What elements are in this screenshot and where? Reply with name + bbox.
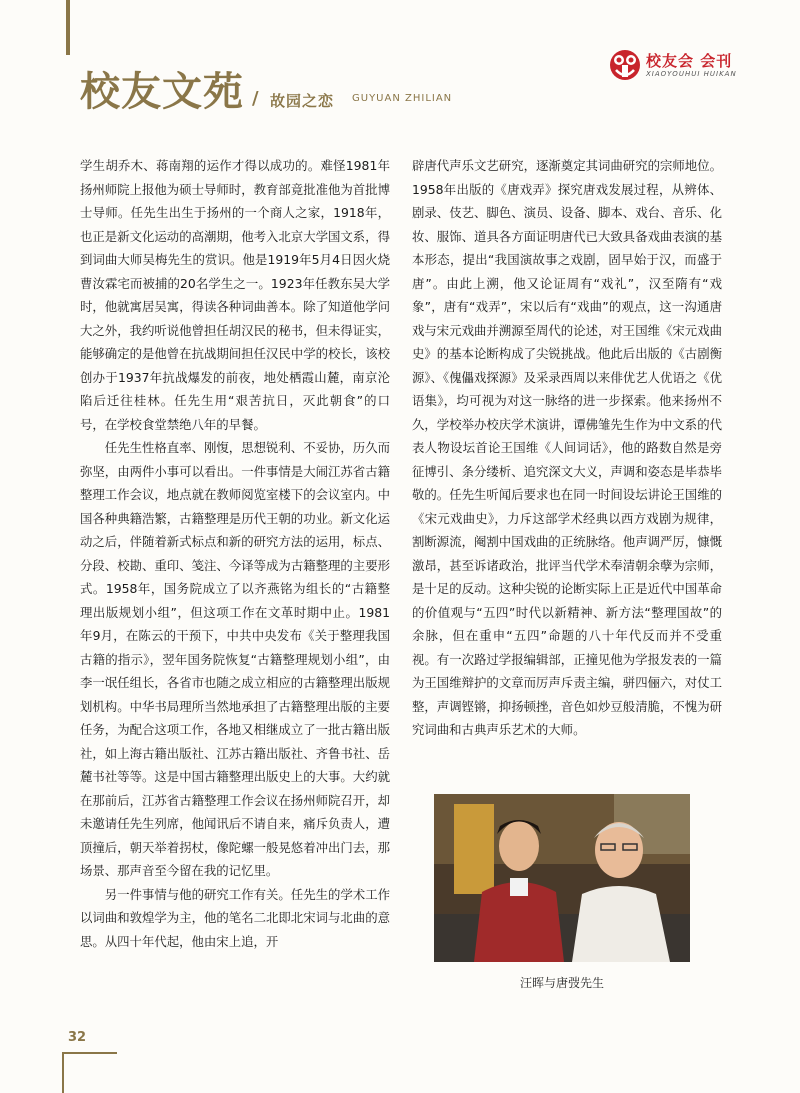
bottom-accent-bar bbox=[62, 1052, 64, 1093]
school-emblem-icon bbox=[608, 48, 642, 82]
article-right-column bbox=[412, 154, 722, 742]
bottom-accent-line bbox=[62, 1052, 117, 1054]
magazine-logo bbox=[608, 48, 768, 84]
photo-caption: 汪晖与唐弢先生 bbox=[519, 976, 604, 990]
section-title: 校友文苑 bbox=[80, 68, 244, 115]
top-accent-bar bbox=[66, 0, 70, 55]
photo-image bbox=[434, 794, 690, 962]
page-number: 32 bbox=[68, 1030, 87, 1045]
article-paragraph: 辟唐代声乐文艺研究，逐渐奠定其词曲研究的宗师地位。1958年出版的《唐戏弄》探究唐戏发展过程，从辨体、剧录、伎艺、脚色、演员、设备、脚本、戏台、音乐、化妆、服饰、道具各方面证明唐代已大致具备戏曲表演的基本形态，提出“我国演故事之戏剧，固早始于汉，而盛于唐”。由此上溯，他又论证周有“戏礼”，汉至隋有“戏象”，唐有“戏弄”，宋以后有“戏曲”的观点，这一沟通唐戏与宋元戏曲并溯源至周代的论述，对王国维《宋元戏曲史》的基本论断构成了尖锐挑战。他此后出版的《古剧衡源》、《傀儡戏探源》及采录西周以来俳优艺人优语之《优语集》，均可视为对这一脉络的进一步探索。他来扬州不久，学校举办校庆学术演讲，谭佛雏先生作为中文系的代表人物设坛首论王国维《人间词话》，他的路数自然是旁征博引、条分缕析、追究深文大义，声调和姿态是毕恭毕敬的。任先生听闻后要求也在同一时间设坛讲论王国维的《宋元戏曲史》，力斥这部学术经典以西方戏剧为规律，割断源流，阉割中国戏曲的正统脉络。他声调严厉，慷慨激昂，甚至诉诸政治，批评当代学术奉清朝余孽为宗师，是十足的反动。这种尖锐的论断实际上正是近代中国革命的价值观与“五四”时代以新精神、新方法“整理国故”的余脉，但在重申“五四”命题的八十年代反而并不受重视。有一次路过学报编辑部，正撞见他为学报发表的一篇为王国维辩护的文章而厉声斥责主编，骈四俪六，对仗工整，声调铿锵，抑扬顿挫，音色如炒豆般清脆，不愧为研究词曲和古典声乐艺术的大师。 bbox=[412, 158, 722, 737]
portrait-photo bbox=[434, 794, 690, 962]
article-paragraph: 任先生性格直率、刚愎，思想锐利、不妥协，历久而弥坚，由两件小事可以看出。一件事情是大闹江苏省古籍整理工作会议，地点就在教师阅览室楼下的会议室内。中国各种典籍浩繁，古籍整理是历代王朝的功业。新文化运动之后，伴随着新式标点和新的研究方法的运用，标点、分段、校勘、重印、笺注、今译等成为古籍整理的主要形式。1958年，国务院成立了以齐燕铭为组长的“古籍整理出版规划小组”，但这项工作在文革时期中止。1981年9月，在陈云的干预下，中共中央发布《关于整理我国古籍的指示》，翌年国务院恢复“古籍整理规划小组”，由李一氓任组长，各省市也随之成立相应的古籍整理出版规划机构。中华书局理所当然地承担了古籍整理出版的主要任务，为配合这项工作，各地又相继成立了一批古籍出版社，如上海古籍出版社、江苏古籍出版社、齐鲁书社、岳麓书社等等。这是中国古籍整理出版史上的大事。大约就在那前后，江苏省古籍整理工作会议在扬州师院召开，却未邀请任先生列席，他闻讯后不请自来，痛斥负责人，遭顶撞后，朝天举着拐杖，像陀螺一般晃悠着冲出门去，那场景、那声音至今留在我的记忆里。 bbox=[80, 440, 390, 878]
section-subtitle-pinyin: GUYUAN ZHILIAN bbox=[352, 93, 453, 104]
article-paragraph: 学生胡乔木、蒋南翔的运作才得以成功的。难怪1981年扬州师院上报他为硕士导师时，教育部竟批准他为首批博士导师。任先生出生于扬州的一个商人之家，1918年，也正是新文化运动的高潮期，他考入北京大学国文系，得到词曲大师吴梅先生的赏识。他是1919年5月4日因火烧曹汝霖宅而被捕的20名学生之一。1923年任教东吴大学时，他就寓居吴寓，得读各种词曲善本。除了知道他学问大之外，我约听说他曾担任胡汉民的秘书，但未得证实，能够确定的是他曾在抗战期间担任汉民中学的校长，该校创办于1937年抗战爆发的前夜，地处栖霞山麓，南京沦陷后迁往桂林。任先生用“艰苦抗日，灭此朝食”的口号，在学校食堂禁绝八年的早餐。 bbox=[80, 158, 390, 432]
logo-title: 校友会 会刊 bbox=[646, 52, 733, 70]
logo-pinyin: XIAOYOUHUI HUIKAN bbox=[646, 70, 737, 78]
title-separator: / bbox=[252, 88, 259, 109]
article-left-column bbox=[80, 154, 390, 953]
section-subtitle: 故园之恋 bbox=[270, 92, 335, 110]
article-paragraph: 另一件事情与他的研究工作有关。任先生的学术工作以词曲和敦煌学为主，他的笔名二北即北宋词与北曲的意思。从四十年代起，他由宋上追，开 bbox=[80, 886, 390, 949]
